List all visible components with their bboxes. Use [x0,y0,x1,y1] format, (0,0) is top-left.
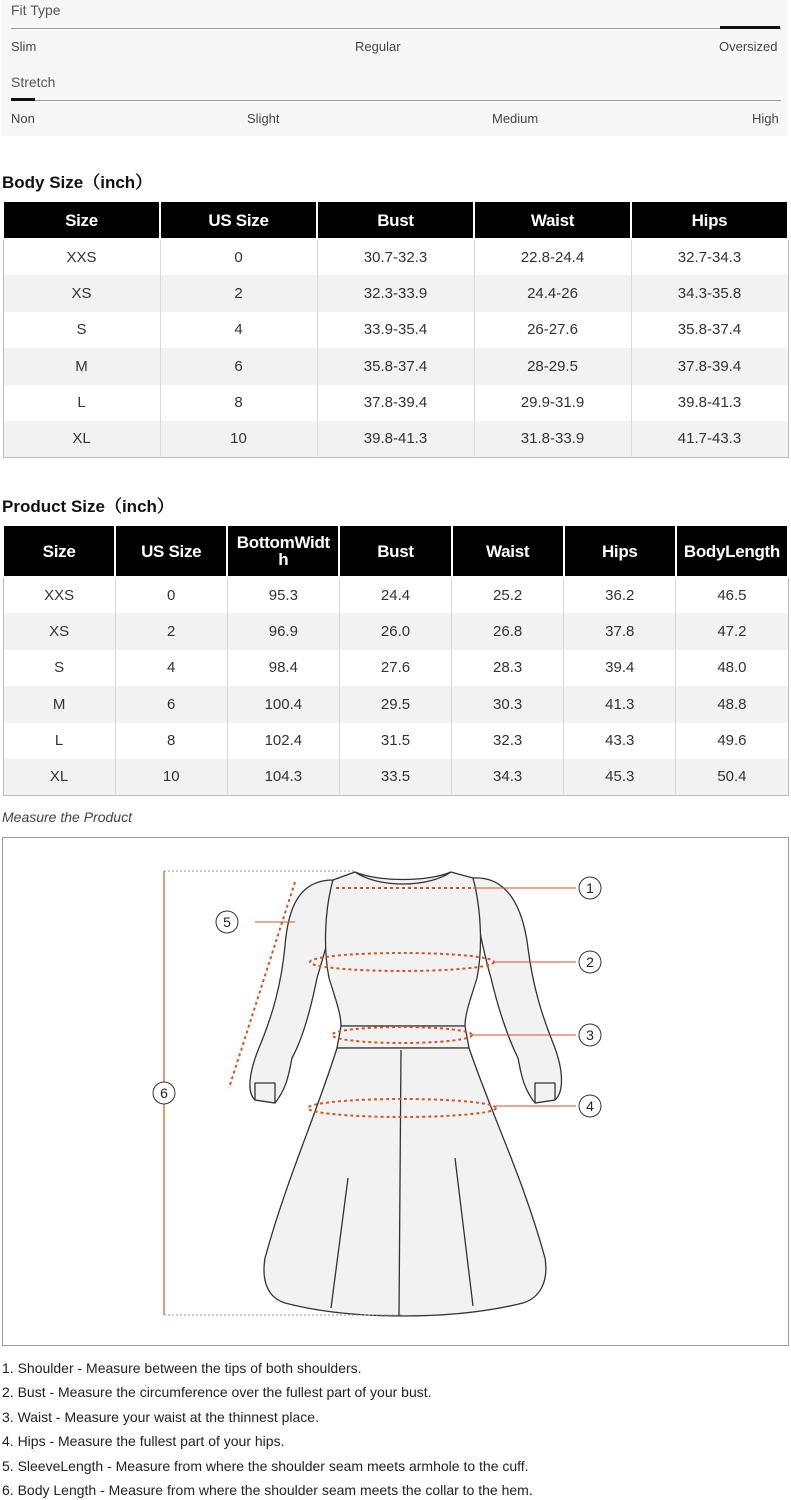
table-cell: 100.4 [227,686,339,722]
table-cell: 48.0 [676,650,788,686]
fit-option-slim: Slim [11,39,37,54]
table-cell: 31.5 [339,723,451,759]
table-cell: XS [3,613,115,649]
table-cell: 34.3-35.8 [631,275,788,311]
col-header-bust: Bust [339,525,451,577]
table-cell: L [3,723,115,759]
table-cell: 24.4-26 [474,275,631,311]
table-cell: XS [3,275,160,311]
table-cell: 22.8-24.4 [474,239,631,275]
col-header-size: Size [3,201,160,239]
table-cell: 6 [115,686,227,722]
col-header-bust: Bust [317,201,474,239]
table-cell: XXS [3,577,115,613]
table-cell: 4 [115,650,227,686]
table-cell: 27.6 [339,650,451,686]
table-cell: 6 [160,348,317,384]
table-cell: 98.4 [227,650,339,686]
col-header-us-size: US Size [115,525,227,577]
table-cell: 49.6 [676,723,788,759]
table-row [3,613,788,649]
table-cell: 48.8 [676,686,788,722]
note-waist: 3. Waist - Measure your waist at the thinnest place. [2,1408,319,1425]
table-cell: M [3,686,115,722]
fit-option-regular: Regular [355,39,401,54]
fit-type-indicator [720,26,780,29]
table-header-row [3,525,788,577]
table-cell: 39.8-41.3 [631,385,788,421]
table-cell: 26.0 [339,613,451,649]
table-cell: 29.9-31.9 [474,385,631,421]
table-row [3,275,788,311]
table-cell: XL [3,421,160,457]
col-header-bottom-width: BottomWidth [227,525,339,577]
col-header-waist: Waist [474,201,631,239]
callout-number-3: 3 [586,1027,594,1043]
table-cell: 96.9 [227,613,339,649]
table-cell: 95.3 [227,577,339,613]
table-cell: 32.3-33.9 [317,275,474,311]
callout-number-1: 1 [586,880,594,896]
table-cell: 35.8-37.4 [317,348,474,384]
table-row [3,577,788,613]
table-cell: 28-29.5 [474,348,631,384]
table-cell: 31.8-33.9 [474,421,631,457]
table-cell: 35.8-37.4 [631,312,788,348]
col-header-waist: Waist [452,525,564,577]
measurement-notes [2,1359,789,1500]
table-row [3,385,788,421]
body-size-heading: Body Size（inch） [2,173,153,192]
fit-type-label: Fit Type [11,2,61,18]
stretch-option-non: Non [11,111,35,126]
table-cell: 4 [160,312,317,348]
table-cell: 28.3 [452,650,564,686]
table-cell: 102.4 [227,723,339,759]
stretch-indicator [11,98,35,101]
table-cell: 24.4 [339,577,451,613]
note-shoulder: 1. Shoulder - Measure between the tips of both shoulders. [2,1360,362,1376]
note-body-length: 6. Body Length - Measure from where the shoulder seam meets the collar to the hem. [2,1481,533,1498]
table-cell: 43.3 [564,723,676,759]
col-header-hips: Hips [631,201,788,239]
table-row [3,421,788,457]
product-size-table [2,524,789,796]
note-hips: 4. Hips - Measure the fullest part of your hips. [2,1433,285,1450]
table-cell: 0 [160,239,317,275]
stretch-option-high: High [752,111,779,126]
fit-type-track [11,28,781,29]
table-cell: M [3,348,160,384]
col-header-body-length: BodyLength [676,525,788,577]
stretch-option-medium: Medium [492,111,539,126]
fit-option-oversized: Oversized [719,39,778,54]
callout-number-2: 2 [586,954,594,970]
col-header-us-size: US Size [160,201,317,239]
table-cell: 41.3 [564,686,676,722]
table-cell: 37.8 [564,613,676,649]
note-bust: 2. Bust - Measure the circumference over the fullest part of your bust. [2,1384,432,1401]
table-row [3,348,788,384]
table-cell: L [3,385,160,421]
table-cell: 33.5 [339,759,451,795]
col-header-hips: Hips [564,525,676,577]
table-cell: 8 [115,723,227,759]
diagram-caption: Measure the Product [2,809,132,825]
dress-outline [250,872,562,1316]
table-cell: 10 [160,421,317,457]
table-cell: 37.8-39.4 [317,385,474,421]
table-cell: 32.7-34.3 [631,239,788,275]
table-cell: 29.5 [339,686,451,722]
note-sleeve-length: 5. SleeveLength - Measure from where the shoulder seam meets armhole to the cuff. [2,1457,529,1474]
table-cell: S [3,312,160,348]
table-header-row [3,201,788,239]
measurement-diagram [2,837,789,1346]
table-cell: 46.5 [676,577,788,613]
table-cell: 47.2 [676,613,788,649]
table-cell: 2 [115,613,227,649]
table-row [3,759,788,795]
table-cell: 39.4 [564,650,676,686]
table-cell: 25.2 [452,577,564,613]
table-cell: 50.4 [676,759,788,795]
callout-number-5: 5 [223,914,231,930]
product-size-heading: Product Size（inch） [2,497,174,516]
table-cell: XL [3,759,115,795]
table-cell: 0 [115,577,227,613]
table-cell: S [3,650,115,686]
table-cell: 39.8-41.3 [317,421,474,457]
table-cell: 36.2 [564,577,676,613]
table-row [3,723,788,759]
table-cell: XXS [3,239,160,275]
col-header-size: Size [3,525,115,577]
table-cell: 37.8-39.4 [631,348,788,384]
table-cell: 45.3 [564,759,676,795]
table-cell: 26-27.6 [474,312,631,348]
table-cell: 32.3 [452,723,564,759]
callout-number-4: 4 [586,1098,594,1114]
table-cell: 30.3 [452,686,564,722]
table-cell: 30.7-32.3 [317,239,474,275]
table-row [3,312,788,348]
body-size-table [2,200,789,458]
table-cell: 2 [160,275,317,311]
table-row [3,650,788,686]
table-cell: 26.8 [452,613,564,649]
table-cell: 34.3 [452,759,564,795]
dress-illustration [3,838,790,1347]
stretch-track [11,100,781,101]
table-row [3,239,788,275]
table-cell: 104.3 [227,759,339,795]
table-cell: 10 [115,759,227,795]
fit-stretch-panel [2,0,788,136]
callout-number-6: 6 [160,1085,168,1101]
table-cell: 33.9-35.4 [317,312,474,348]
table-row [3,686,788,722]
table-cell: 8 [160,385,317,421]
stretch-label: Stretch [11,74,56,90]
table-cell: 41.7-43.3 [631,421,788,457]
stretch-option-slight: Slight [247,111,280,126]
